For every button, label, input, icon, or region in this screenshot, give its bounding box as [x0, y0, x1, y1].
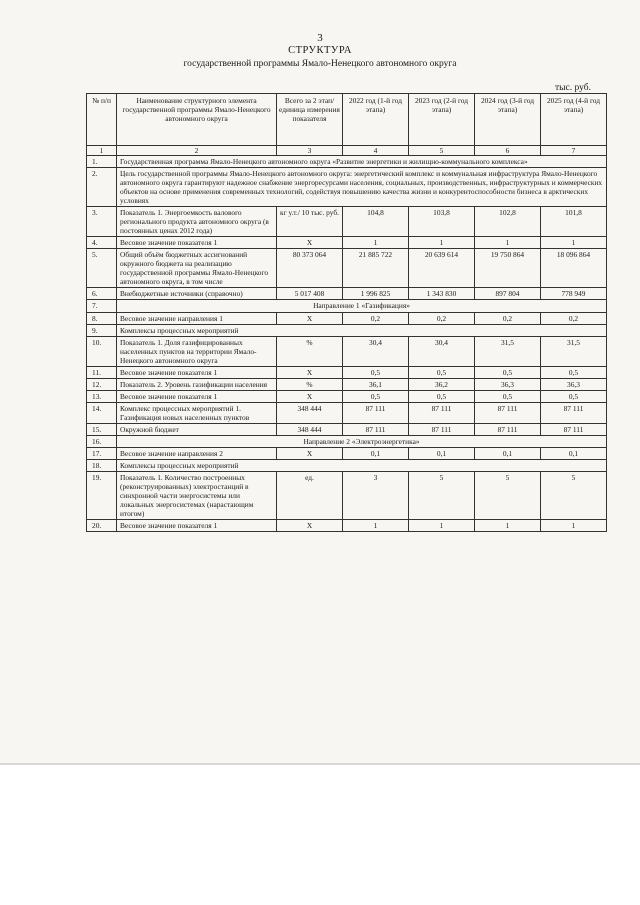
value-2022: 30,4 [343, 336, 409, 366]
value-2024: 1 [475, 237, 541, 249]
value-2022: 87 111 [343, 402, 409, 423]
value-2023: 36,2 [409, 378, 475, 390]
value-2025: 101,8 [541, 207, 607, 237]
col-number: 1 [87, 146, 117, 156]
table-row [87, 435, 607, 447]
row-name: Весовое значение показателя 1 [117, 520, 277, 532]
header-total: Всего за 2 этап/ единица измерения показателя [277, 94, 343, 146]
header-2023: 2023 год (2-й год этапа) [409, 94, 475, 146]
value-2022: 3 [343, 471, 409, 519]
value-2023: 87 111 [409, 423, 475, 435]
value-2022: 104,8 [343, 207, 409, 237]
row-number: 10. [87, 336, 117, 366]
value-2025: 87 111 [541, 423, 607, 435]
column-number-row [87, 146, 607, 156]
table-row [87, 336, 607, 366]
row-number: 16. [87, 435, 117, 447]
header-num: № п/п [87, 94, 117, 146]
value-2022: 87 111 [343, 423, 409, 435]
value-2024: 102,8 [475, 207, 541, 237]
row-number: 8. [87, 312, 117, 324]
row-total: 80 373 064 [277, 249, 343, 288]
unit-label: тыс. руб. [555, 83, 591, 93]
row-name: Показатель 1. Доля газифицированных населенных пунктов на территории Ямало-Ненецкого автономного округа [117, 336, 277, 366]
row-name: Показатель 1. Энергоемкость валового регионального продукта автономного округа (в постоянных ценах 2012 года) [117, 207, 277, 237]
value-2022: 0,2 [343, 312, 409, 324]
table-row [87, 390, 607, 402]
row-number: 5. [87, 249, 117, 288]
table-row [87, 459, 607, 471]
value-2024: 897 804 [475, 288, 541, 300]
row-number: 13. [87, 390, 117, 402]
row-name: Общий объём бюджетных ассигнований окружного бюджета на реализацию государственной программы Ямало-Ненецкого автономного округа, в том числе [117, 249, 277, 288]
row-number: 1. [87, 156, 117, 168]
direction-title: Направление 1 «Газификация» [117, 300, 607, 312]
row-number: 18. [87, 459, 117, 471]
row-total: X [277, 237, 343, 249]
program-goal: Цель государственной программы Ямало-Ненецкого автономного округа: энергетический комплекс и коммунальная инфраструктура Ямало-Ненецкого автономного округа гарантируют надежное снабжение энергоресурсами населения, социальных, производственных, инфраструктурных и коммерческих объектов на основе применения современных технологий, содействуя повышению качества жизни и конкурентоспособности бизнеса в арктических условиях [117, 168, 607, 207]
table-row [87, 237, 607, 249]
section-title: Комплексы процессных мероприятий [117, 459, 607, 471]
value-2023: 1 [409, 237, 475, 249]
value-2025: 87 111 [541, 402, 607, 423]
value-2024: 0,5 [475, 390, 541, 402]
value-2023: 20 639 614 [409, 249, 475, 288]
value-2022: 0,5 [343, 366, 409, 378]
value-2025: 778 949 [541, 288, 607, 300]
header-2024: 2024 год (3-й год этапа) [475, 94, 541, 146]
table-row [87, 249, 607, 288]
row-number: 4. [87, 237, 117, 249]
row-number: 3. [87, 207, 117, 237]
value-2022: 0,5 [343, 390, 409, 402]
row-number: 2. [87, 168, 117, 207]
row-name: Весовое значение направления 1 [117, 312, 277, 324]
row-name: Комплекс процессных мероприятий 1. Газификация новых населенных пунктов [117, 402, 277, 423]
table-row [87, 207, 607, 237]
row-name: Весовое значение направления 2 [117, 447, 277, 459]
row-total: X [277, 390, 343, 402]
value-2024: 31,5 [475, 336, 541, 366]
table-row [87, 447, 607, 459]
value-2022: 0,1 [343, 447, 409, 459]
col-number: 7 [541, 146, 607, 156]
value-2024: 0,2 [475, 312, 541, 324]
value-2024: 5 [475, 471, 541, 519]
row-total: % [277, 378, 343, 390]
value-2023: 1 343 830 [409, 288, 475, 300]
row-total: кг у.т./ 10 тыс. руб. [277, 207, 343, 237]
direction-title: Направление 2 «Электроэнергетика» [117, 435, 607, 447]
value-2025: 18 096 864 [541, 249, 607, 288]
col-number: 2 [117, 146, 277, 156]
header-2025: 2025 год (4-й год этапа) [541, 94, 607, 146]
value-2024: 87 111 [475, 402, 541, 423]
table-row [87, 423, 607, 435]
value-2024: 0,5 [475, 366, 541, 378]
row-total: X [277, 366, 343, 378]
row-number: 14. [87, 402, 117, 423]
value-2025: 36,3 [541, 378, 607, 390]
row-number: 15. [87, 423, 117, 435]
row-total: ед. [277, 471, 343, 519]
value-2025: 5 [541, 471, 607, 519]
row-number: 11. [87, 366, 117, 378]
col-number: 5 [409, 146, 475, 156]
header-2022: 2022 год (1-й год этапа) [343, 94, 409, 146]
row-name: Внебюджетные источники (справочно) [117, 288, 277, 300]
value-2023: 0,2 [409, 312, 475, 324]
section-title: Комплексы процессных мероприятий [117, 324, 607, 336]
row-total: 5 017 408 [277, 288, 343, 300]
table-row [87, 312, 607, 324]
table-row [87, 471, 607, 519]
table-row [87, 324, 607, 336]
page-edge [0, 763, 640, 765]
value-2025: 1 [541, 237, 607, 249]
structure-table [86, 93, 607, 532]
row-name: Показатель 2. Уровень газификации населения [117, 378, 277, 390]
row-number: 19. [87, 471, 117, 519]
document-subtitle: государственной программы Ямало-Ненецкого автономного округа [183, 59, 457, 69]
value-2024: 87 111 [475, 423, 541, 435]
table-row [87, 300, 607, 312]
value-2024: 1 [475, 520, 541, 532]
col-number: 6 [475, 146, 541, 156]
value-2023: 103,8 [409, 207, 475, 237]
value-2022: 1 [343, 237, 409, 249]
header-row [87, 94, 607, 146]
table-row [87, 168, 607, 207]
row-number: 20. [87, 520, 117, 532]
row-total: 348 444 [277, 423, 343, 435]
row-number: 12. [87, 378, 117, 390]
row-total: % [277, 336, 343, 366]
value-2025: 0,1 [541, 447, 607, 459]
program-title: Государственная программа Ямало-Ненецкого автономного округа «Развитие энергетики и жилищно-коммунального комплекса» [117, 156, 607, 168]
value-2024: 19 750 864 [475, 249, 541, 288]
row-number: 9. [87, 324, 117, 336]
row-total: X [277, 447, 343, 459]
col-number: 3 [277, 146, 343, 156]
table-row [87, 520, 607, 532]
row-name: Показатель 1. Количество построенных (реконструированных) электростанций в синхронной части энергосистемы или локальных энергосистемах (нарастающим итогом) [117, 471, 277, 519]
table-row [87, 366, 607, 378]
document-title: СТРУКТУРА [288, 45, 352, 56]
value-2023: 0,5 [409, 390, 475, 402]
value-2022: 36,1 [343, 378, 409, 390]
value-2025: 0,2 [541, 312, 607, 324]
table-row [87, 378, 607, 390]
col-number: 4 [343, 146, 409, 156]
value-2022: 1 [343, 520, 409, 532]
row-name: Весовое значение показателя 1 [117, 366, 277, 378]
row-name: Весовое значение показателя 1 [117, 237, 277, 249]
table-row [87, 288, 607, 300]
table-row [87, 156, 607, 168]
value-2025: 31,5 [541, 336, 607, 366]
header-name: Наименование структурного элемента государственной программы Ямало-Ненецкого автономного округа [117, 94, 277, 146]
value-2025: 0,5 [541, 390, 607, 402]
value-2023: 1 [409, 520, 475, 532]
row-name: Весовое значение показателя 1 [117, 390, 277, 402]
row-name: Окружной бюджет [117, 423, 277, 435]
value-2022: 21 885 722 [343, 249, 409, 288]
row-total: 348 444 [277, 402, 343, 423]
value-2025: 0,5 [541, 366, 607, 378]
table-row [87, 402, 607, 423]
row-total: X [277, 520, 343, 532]
row-number: 7. [87, 300, 117, 312]
value-2024: 36,3 [475, 378, 541, 390]
value-2023: 30,4 [409, 336, 475, 366]
value-2024: 0,1 [475, 447, 541, 459]
value-2023: 0,5 [409, 366, 475, 378]
value-2023: 87 111 [409, 402, 475, 423]
row-total: X [277, 312, 343, 324]
value-2022: 1 996 825 [343, 288, 409, 300]
value-2023: 5 [409, 471, 475, 519]
value-2025: 1 [541, 520, 607, 532]
row-number: 17. [87, 447, 117, 459]
page-number: 3 [317, 32, 323, 44]
row-number: 6. [87, 288, 117, 300]
value-2023: 0,1 [409, 447, 475, 459]
